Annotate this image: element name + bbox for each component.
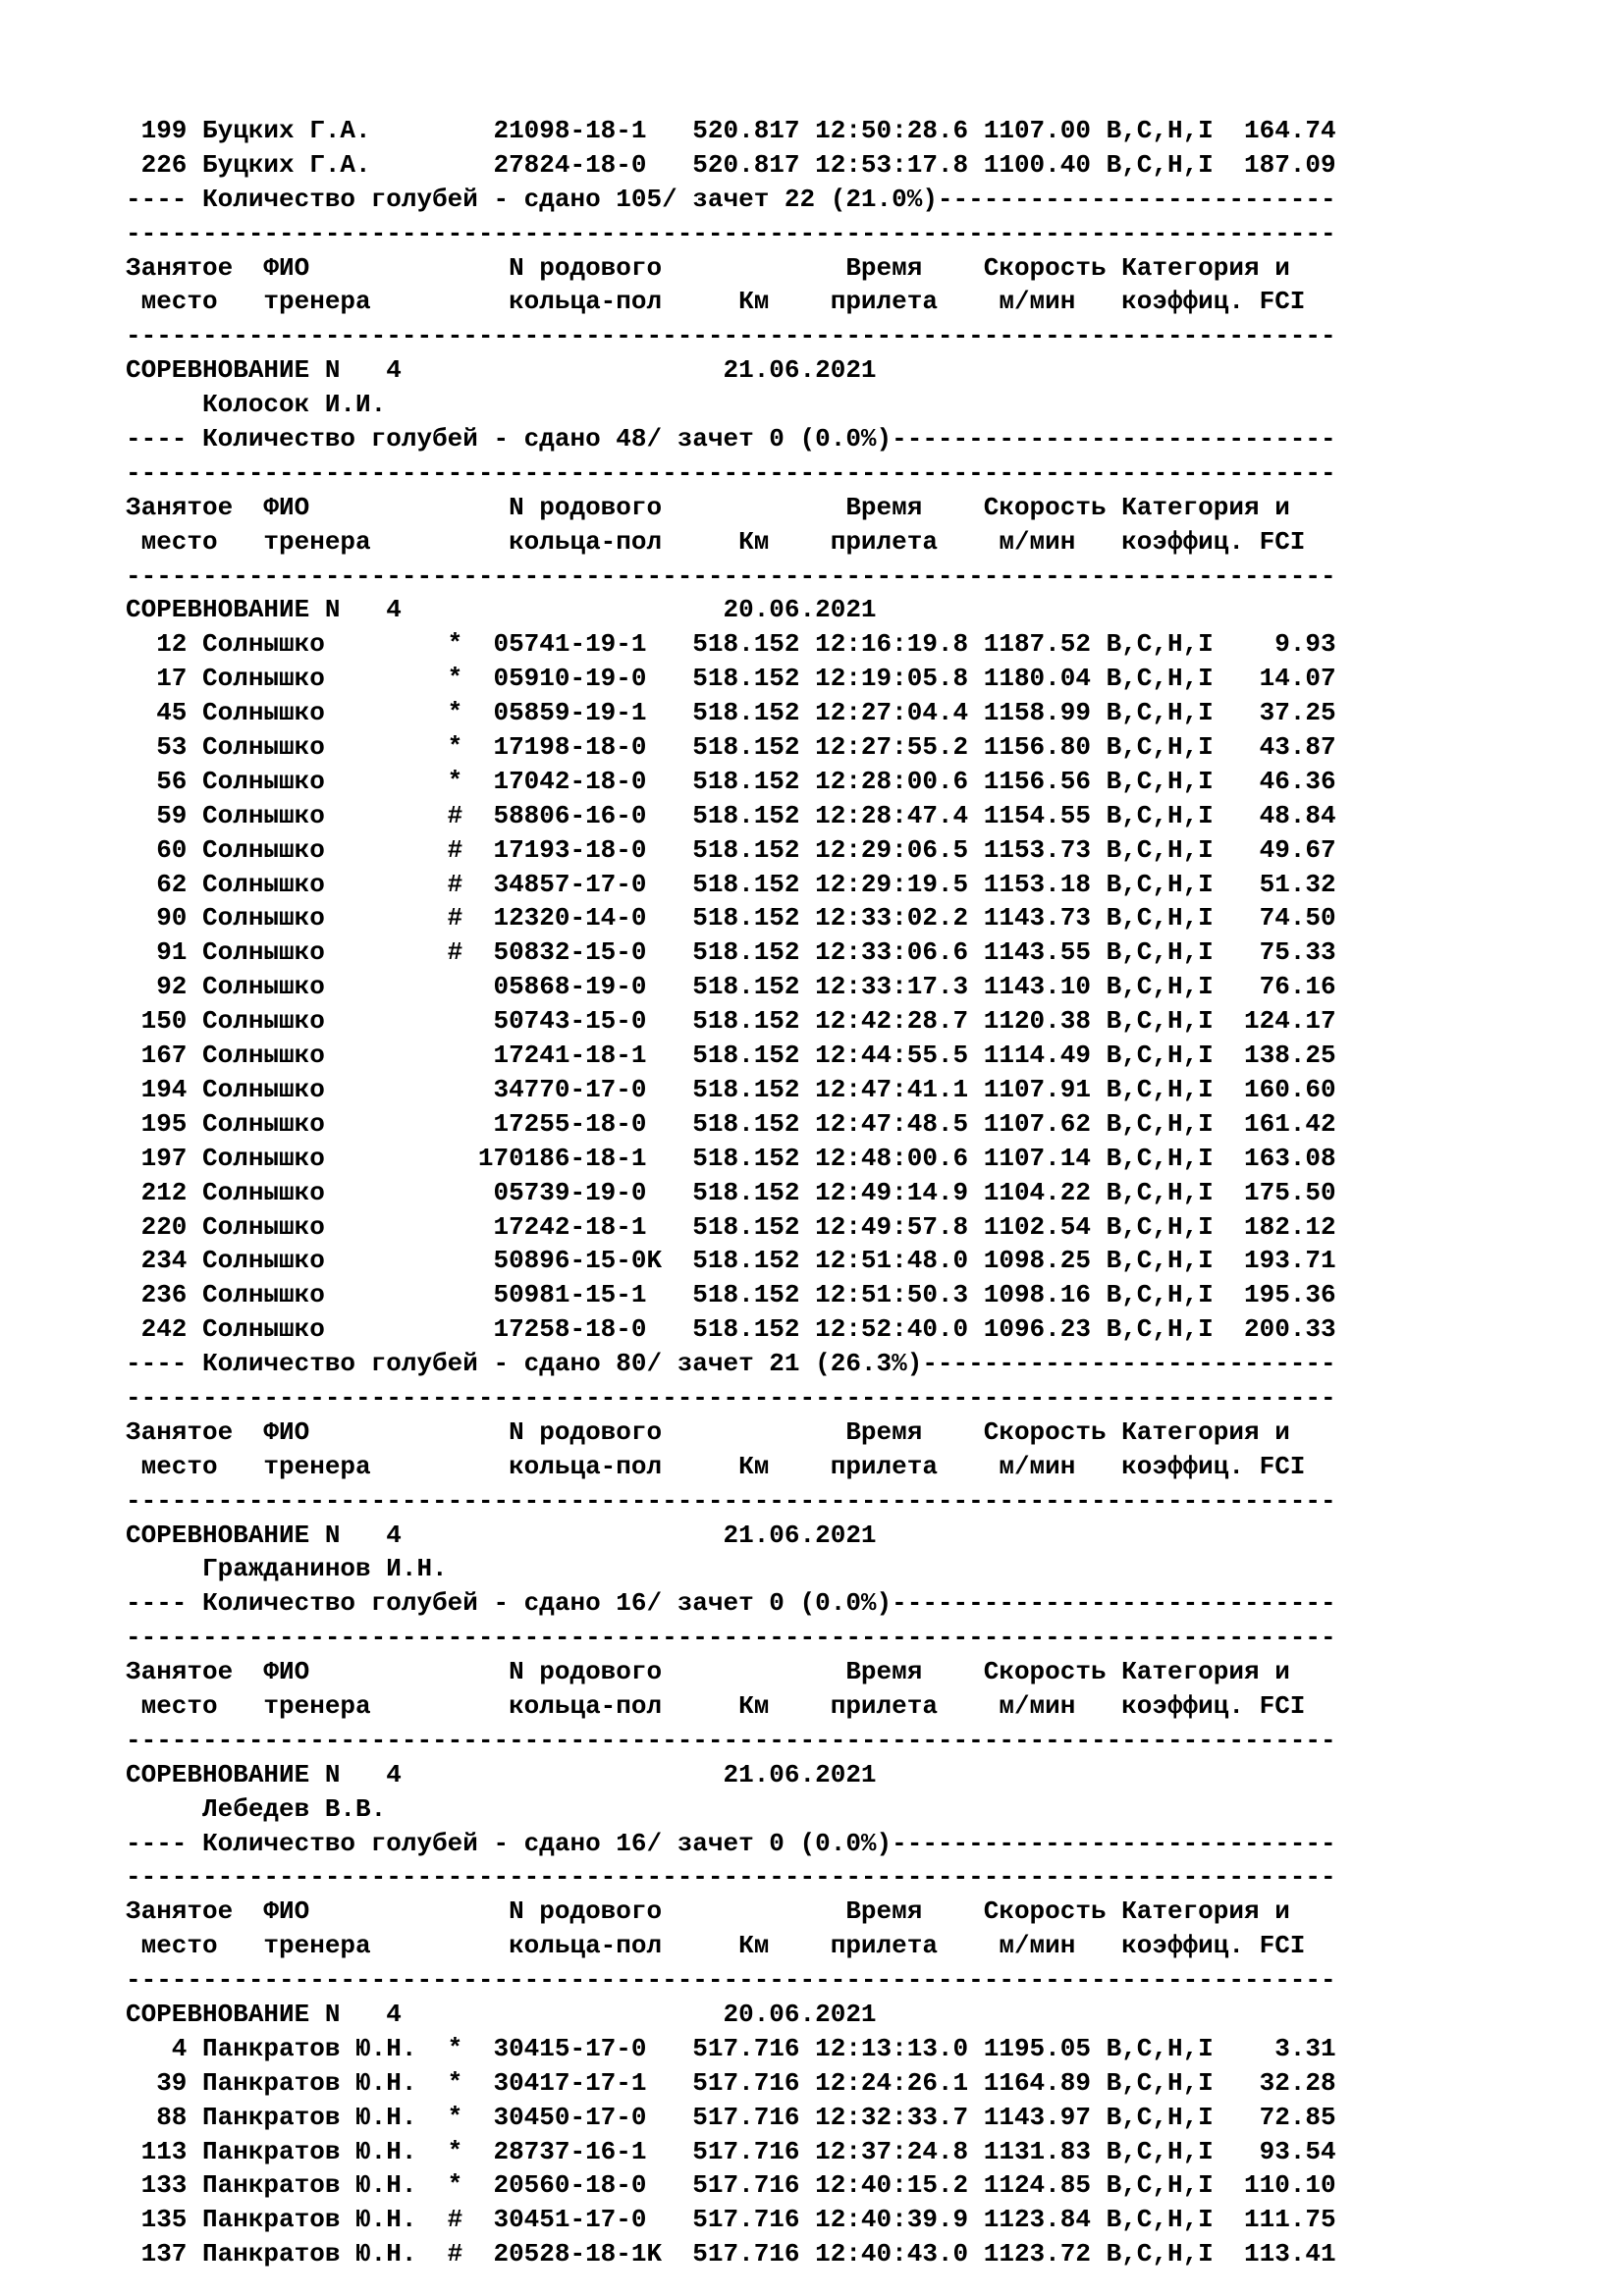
result-row: 91 Солнышко # 50832-15-0 518.152 12:33:06.6 1143.55 B,C,H,I 75.33 [126, 937, 1336, 968]
summary-line: ---- Количество голубей - сдано 48/ зачет 0 (0.0%)----------------------------- [126, 424, 1336, 454]
result-row: 226 Буцких Г.А. 27824-18-0 520.817 12:53:17.8 1100.40 B,C,H,I 187.09 [126, 149, 1336, 180]
trainer-name: Колосок И.И. [126, 390, 387, 420]
column-header-row2: место тренера кольца-пол Км прилета м/мин коэффиц. FCI [126, 1931, 1306, 1961]
result-row: 39 Панкратов Ю.Н. * 30417-17-1 517.716 12:24:26.1 1164.89 B,C,H,I 32.28 [126, 2067, 1336, 2098]
result-row: 135 Панкратов Ю.Н. # 30451-17-0 517.716 12:40:39.9 1123.84 B,C,H,I 111.75 [126, 2205, 1336, 2235]
column-header-row2: место тренера кольца-пол Км прилета м/мин коэффиц. FCI [126, 1451, 1306, 1481]
result-row: 242 Солнышко 17258-18-0 518.152 12:52:40.0 1096.23 B,C,H,I 200.33 [126, 1314, 1336, 1345]
result-row: 197 Солнышко 170186-18-1 518.152 12:48:00.6 1107.14 B,C,H,I 163.08 [126, 1143, 1336, 1173]
separator-line: ------------------------------------------------------------------------------- [126, 321, 1336, 351]
result-row: 167 Солнышко 17241-18-1 518.152 12:44:55.5 1114.49 B,C,H,I 138.25 [126, 1041, 1336, 1071]
result-row: 17 Солнышко * 05910-19-0 518.152 12:19:05.8 1180.04 B,C,H,I 14.07 [126, 664, 1336, 694]
column-header-row1: Занятое ФИО N родового Время Скорость Категория и [126, 492, 1290, 522]
result-row: 137 Панкратов Ю.Н. # 20528-18-1K 517.716 12:40:43.0 1123.72 B,C,H,I 113.41 [126, 2239, 1336, 2269]
result-row: 4 Панкратов Ю.Н. * 30415-17-0 517.716 12:13:13.0 1195.05 B,C,H,I 3.31 [126, 2033, 1336, 2063]
result-row: 234 Солнышко 50896-15-0K 518.152 12:51:48.0 1098.25 B,C,H,I 193.71 [126, 1246, 1336, 1276]
competition-header: СОРЕВНОВАНИЕ N 4 21.06.2021 [126, 1759, 877, 1789]
competition-header: СОРЕВНОВАНИЕ N 4 21.06.2021 [126, 1520, 877, 1550]
result-row: 236 Солнышко 50981-15-1 518.152 12:51:50.3 1098.16 B,C,H,I 195.36 [126, 1280, 1336, 1310]
summary-line: ---- Количество голубей - сдано 105/ зачет 22 (21.0%)-------------------------- [126, 184, 1336, 214]
result-row: 195 Солнышко 17255-18-0 518.152 12:47:48.5 1107.62 B,C,H,I 161.42 [126, 1108, 1336, 1139]
result-row: 60 Солнышко # 17193-18-0 518.152 12:29:06.5 1153.73 B,C,H,I 49.67 [126, 834, 1336, 865]
result-row: 62 Солнышко # 34857-17-0 518.152 12:29:19.5 1153.18 B,C,H,I 51.32 [126, 869, 1336, 899]
column-header-row2: место тренера кольца-пол Км прилета м/мин коэффиц. FCI [126, 526, 1306, 557]
separator-line: ------------------------------------------------------------------------------- [126, 1382, 1336, 1413]
result-row: 220 Солнышко 17242-18-1 518.152 12:49:57.8 1102.54 B,C,H,I 182.12 [126, 1211, 1336, 1242]
result-row: 90 Солнышко # 12320-14-0 518.152 12:33:02.2 1143.73 B,C,H,I 74.50 [126, 903, 1336, 934]
result-row: 92 Солнышко 05868-19-0 518.152 12:33:17.3 1143.10 B,C,H,I 76.16 [126, 972, 1336, 1002]
competition-header: СОРЕВНОВАНИЕ N 4 21.06.2021 [126, 355, 877, 386]
separator-line: ------------------------------------------------------------------------------- [126, 561, 1336, 591]
column-header-row1: Занятое ФИО N родового Время Скорость Категория и [126, 252, 1290, 283]
result-row: 88 Панкратов Ю.Н. * 30450-17-0 517.716 12:32:33.7 1143.97 B,C,H,I 72.85 [126, 2102, 1336, 2132]
separator-line: ------------------------------------------------------------------------------- [126, 1623, 1336, 1653]
result-row: 12 Солнышко * 05741-19-1 518.152 12:16:19.8 1187.52 B,C,H,I 9.93 [126, 629, 1336, 660]
column-header-row1: Занятое ФИО N родового Время Скорость Категория и [126, 1416, 1290, 1447]
trainer-name: Лебедев В.В. [126, 1793, 387, 1824]
summary-line: ---- Количество голубей - сдано 80/ зачет 21 (26.3%)--------------------------- [126, 1349, 1336, 1379]
result-row: 113 Панкратов Ю.Н. * 28737-16-1 517.716 12:37:24.8 1131.83 B,C,H,I 93.54 [126, 2136, 1336, 2166]
column-header-row1: Занятое ФИО N родового Время Скорость Категория и [126, 1896, 1290, 1927]
result-row: 53 Солнышко * 17198-18-0 518.152 12:27:55.2 1156.80 B,C,H,I 43.87 [126, 732, 1336, 763]
result-row: 45 Солнышко * 05859-19-1 518.152 12:27:04.4 1158.99 B,C,H,I 37.25 [126, 698, 1336, 728]
column-header-row1: Занятое ФИО N родового Время Скорость Категория и [126, 1657, 1290, 1687]
result-row: 133 Панкратов Ю.Н. * 20560-18-0 517.716 12:40:15.2 1124.85 B,C,H,I 110.10 [126, 2170, 1336, 2201]
result-row: 150 Солнышко 50743-15-0 518.152 12:42:28.7 1120.38 B,C,H,I 124.17 [126, 1006, 1336, 1037]
result-row: 59 Солнышко # 58806-16-0 518.152 12:28:47.4 1154.55 B,C,H,I 48.84 [126, 800, 1336, 830]
competition-header: СОРЕВНОВАНИЕ N 4 20.06.2021 [126, 1999, 877, 2029]
result-row: 56 Солнышко * 17042-18-0 518.152 12:28:00.6 1156.56 B,C,H,I 46.36 [126, 766, 1336, 796]
column-header-row2: место тренера кольца-пол Км прилета м/мин коэффиц. FCI [126, 287, 1306, 317]
separator-line: ------------------------------------------------------------------------------- [126, 218, 1336, 248]
summary-line: ---- Количество голубей - сдано 16/ зачет 0 (0.0%)----------------------------- [126, 1828, 1336, 1858]
summary-line: ---- Количество голубей - сдано 16/ зачет 0 (0.0%)----------------------------- [126, 1588, 1336, 1619]
result-row: 212 Солнышко 05739-19-0 518.152 12:49:14.9 1104.22 B,C,H,I 175.50 [126, 1177, 1336, 1207]
column-header-row2: место тренера кольца-пол Км прилета м/мин коэффиц. FCI [126, 1690, 1306, 1721]
separator-line: ------------------------------------------------------------------------------- [126, 1725, 1336, 1755]
result-row: 194 Солнышко 34770-17-0 518.152 12:47:41.1 1107.91 B,C,H,I 160.60 [126, 1074, 1336, 1104]
separator-line: ------------------------------------------------------------------------------- [126, 1485, 1336, 1516]
separator-line: ------------------------------------------------------------------------------- [126, 457, 1336, 488]
competition-header: СОРЕВНОВАНИЕ N 4 20.06.2021 [126, 595, 877, 625]
results-printout [126, 114, 1336, 2271]
separator-line: ------------------------------------------------------------------------------- [126, 1965, 1336, 1996]
result-row: 199 Буцких Г.А. 21098-18-1 520.817 12:50:28.6 1107.00 B,C,H,I 164.74 [126, 116, 1336, 145]
separator-line: ------------------------------------------------------------------------------- [126, 1862, 1336, 1893]
trainer-name: Гражданинов И.Н. [126, 1554, 448, 1584]
